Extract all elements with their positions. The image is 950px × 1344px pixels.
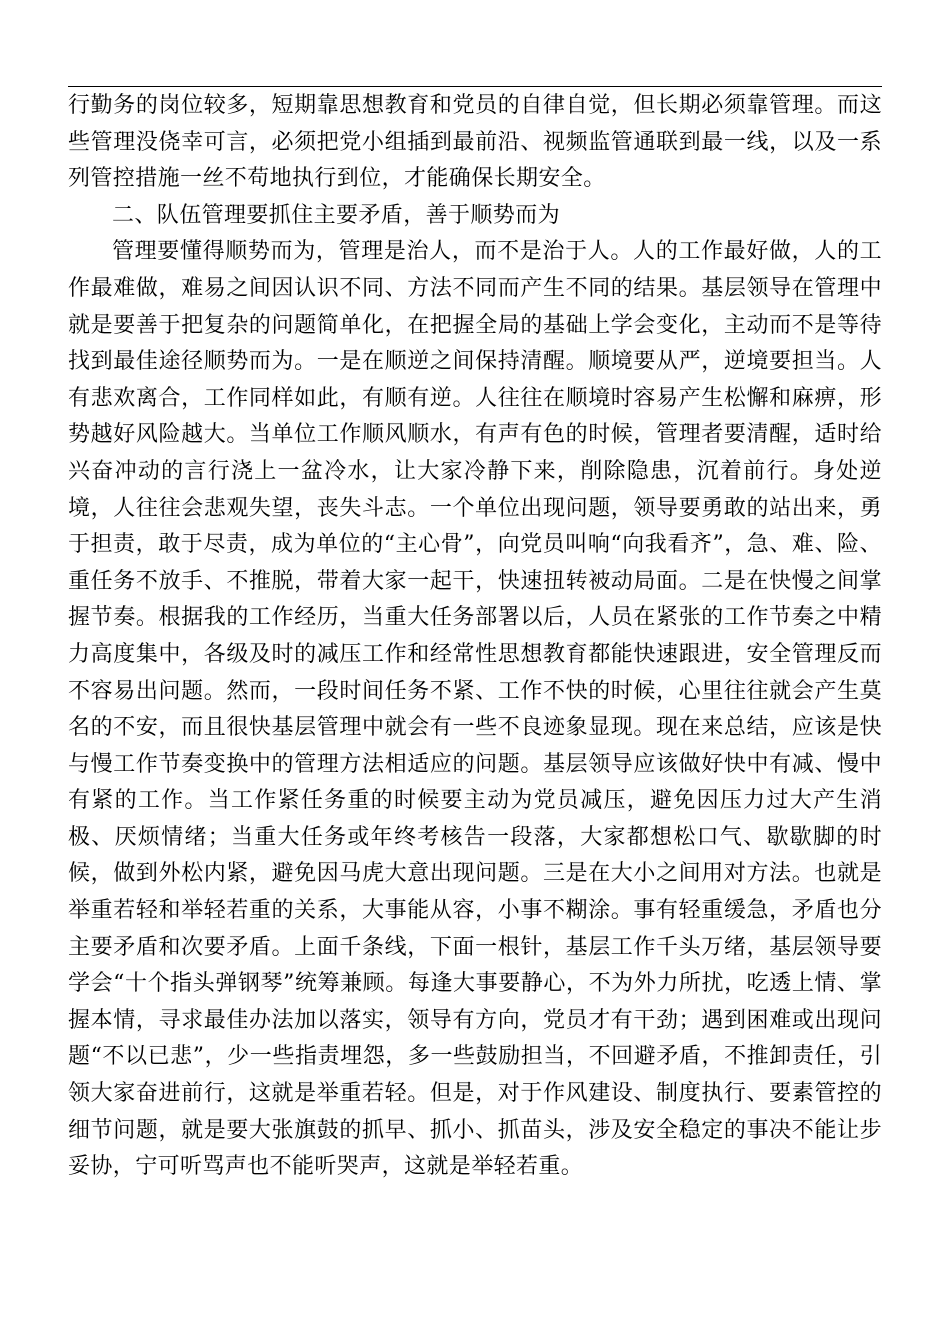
document-body: [68, 88, 882, 1186]
paragraph-continuation: 行勤务的岗位较多，短期靠思想教育和党员的自律自觉，但长期必须靠管理。而这些管理没侥幸可言，必须把党小组插到最前沿、视频监管通联到最一线，以及一系列管控措施一丝不苟地执行到位，才能确保长期安全。: [68, 93, 882, 192]
header-rule: [68, 86, 882, 87]
paragraph-body: 管理要懂得顺势而为，管理是治人，而不是治于人。人的工作最好做，人的工作最难做，难易之间因认识不同、方法不同而产生不同的结果。基层领导在管理中就是要善于把复杂的问题简单化，在把握全局的基础上学会变化，主动而不是等待找到最佳途径顺势而为。一是在顺逆之间保持清醒。顺境要从严，逆境要担当。人有悲欢离合，工作同样如此，有顺有逆。人往往在顺境时容易产生松懈和麻痹，形势越好风险越大。当单位工作顺风顺水，有声有色的时候，管理者要清醒，适时给兴奋冲动的言行浇上一盆冷水，让大家冷静下来，削除隐患，沉着前行。身处逆境，人往往会悲观失望，丧失斗志。一个单位出现问题，领导要勇敢的站出来，勇于担责，敢于尽责，成为单位的“主心骨”，向党员叫响“向我看齐”，急、难、险、重任务不放手、不推脱，带着大家一起干，快速扭转被动局面。二是在快慢之间掌握节奏。根据我的工作经历，当重大任务部署以后，人员在紧张的工作节奏之中精力高度集中，各级及时的减压工作和经常性思想教育都能快速跟进，安全管理反而不容易出问题。然而，一段时间任务不紧、工作不快的时候，心里往往就会产生莫名的不安，而且很快基层管理中就会有一些不良迹象显现。现在来总结，应该是快与慢工作节奏变换中的管理方法相适应的问题。基层领导应该做好快中有减、慢中有紧的工作。当工作紧任务重的时候要主动为党员减压，避免因压力过大产生消极、厌烦情绪；当重大任务或年终考核告一段落，大家都想松口气、歇歇脚的时候，做到外松内紧，避免因马虎大意出现问题。三是在大小之间用对方法。也就是举重若轻和举轻若重的关系，大事能从容，小事不糊涂。事有轻重缓急，矛盾也分主要矛盾和次要矛盾。上面千条线，下面一根针，基层工作千头万绪，基层领导要学会“十个指头弹钢琴”统筹兼顾。每逢大事要静心，不为外力所扰，吃透上情、掌握本情，寻求最佳办法加以落实，领导有方向，党员才有干劲；遇到困难或出现问题“不以已悲”，少一些指责埋怨，多一些鼓励担当，不回避矛盾，不推卸责任，引领大家奋进前行，这就是举重若轻。但是，对于作风建设、制度执行、要素管控的细节问题，就是要大张旗鼓的抓早、抓小、抓苗头，涉及安全稳定的事决不能让步妥协，宁可听骂声也不能听哭声，这就是举轻若重。: [68, 239, 882, 1180]
section-heading: 二、队伍管理要抓住主要矛盾，善于顺势而为: [112, 202, 561, 228]
